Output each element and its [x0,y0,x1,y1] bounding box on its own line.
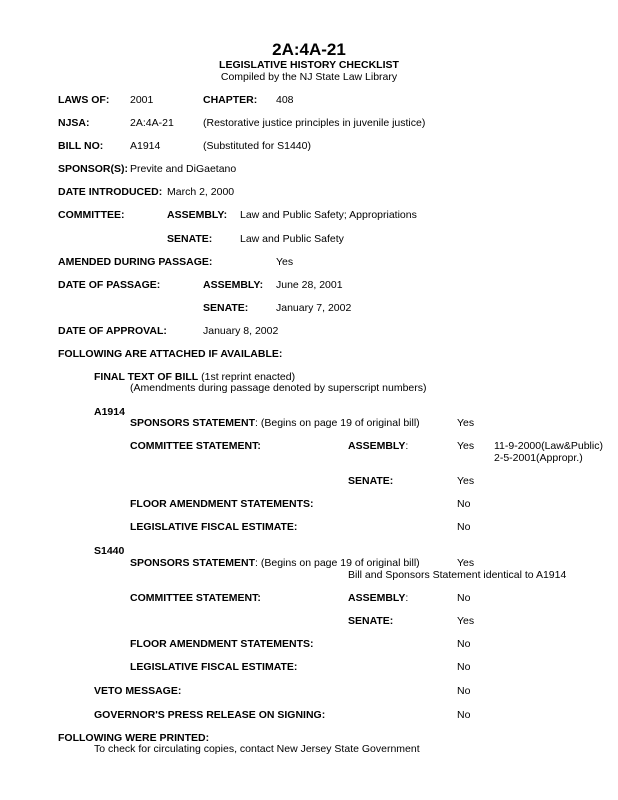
s1440-sponsors-label: SPONSORS STATEMENT [130,557,256,569]
s1440-committee-label: COMMITTEE STATEMENT: [130,592,261,604]
committee-label: COMMITTEE: [58,209,125,221]
a1914-floor-value: No [457,498,471,510]
njsa-value: 2A:4A-21 [130,117,174,129]
s1440-assembly-value: No [457,592,471,604]
passage-senate-label: SENATE: [203,302,249,314]
veto-label: VETO MESSAGE: [94,685,182,697]
a1914-assembly [348,440,408,453]
final-text-note: (1st reprint enacted) [201,371,296,383]
document-title: 2A:4A-21 [272,40,346,59]
committee-senate-label: SENATE: [167,233,213,245]
date-of-approval-value: January 8, 2002 [203,325,279,337]
a1914-sponsors-note: : (Begins on page 19 of original bill) [255,417,420,429]
a1914-senate-value: Yes [457,475,475,487]
a1914-sponsors-value: Yes [457,417,475,429]
final-text-amendments-note: (Amendments during passage denoted by superscript numbers) [130,382,427,394]
s1440-sponsors-note: : (Begins on page 19 of original bill) [255,557,420,569]
press-release-value: No [457,709,471,721]
a1914-sponsors-statement [130,417,420,430]
bill-substituted: (Substituted for S1440) [203,140,311,152]
njsa-label: NJSA: [58,117,90,129]
s1440-assembly-colon: : [405,592,409,604]
s1440-sponsors-value: Yes [457,557,475,569]
s1440-floor-label: FLOOR AMENDMENT STATEMENTS: [130,638,314,650]
sponsors-value: Previte and DiGaetano [130,163,237,175]
a1914-assembly-value: Yes [457,440,475,452]
a1914-bill-label: A1914 [94,406,125,418]
a1914-floor-label: FLOOR AMENDMENT STATEMENTS: [130,498,314,510]
a1914-fiscal-value: No [457,521,471,533]
committee-assembly-value: Law and Public Safety; Appropriations [240,209,417,221]
a1914-senate-label: SENATE: [348,475,394,487]
bill-no-label: BILL NO: [58,140,104,152]
date-introduced-label: DATE INTRODUCED: [58,186,163,198]
chapter-value: 408 [276,94,294,106]
chapter-label: CHAPTER: [203,94,258,106]
document-subtitle: LEGISLATIVE HISTORY CHECKLIST [219,59,399,71]
a1914-assembly-colon: : [405,440,409,452]
s1440-fiscal-value: No [457,661,471,673]
bill-no-value: A1914 [130,140,161,152]
date-of-passage-label: DATE OF PASSAGE: [58,279,161,291]
compiled-by: Compiled by the NJ State Law Library [220,71,398,83]
laws-of-value: 2001 [130,94,154,106]
a1914-fiscal-label: LEGISLATIVE FISCAL ESTIMATE: [130,521,298,533]
s1440-floor-value: No [457,638,471,650]
veto-value: No [457,685,471,697]
a1914-sponsors-label: SPONSORS STATEMENT [130,417,256,429]
following-printed-note: To check for circulating copies, contact New Jersey State Government [94,743,420,755]
passage-senate-value: January 7, 2002 [276,302,352,314]
date-introduced-value: March 2, 2000 [167,186,235,198]
following-attached-heading: FOLLOWING ARE ATTACHED IF AVAILABLE: [58,348,283,360]
a1914-committee-label: COMMITTEE STATEMENT: [130,440,261,452]
a1914-assembly-date2: 2-5-2001(Appropr.) [494,452,583,464]
passage-assembly-label: ASSEMBLY: [203,279,264,291]
press-release-label: GOVERNOR'S PRESS RELEASE ON SIGNING: [94,709,326,721]
sponsors-label: SPONSOR(S): [58,163,129,175]
a1914-assembly-label: ASSEMBLY [348,440,406,452]
s1440-assembly-label: ASSEMBLY [348,592,406,604]
njsa-description: (Restorative justice principles in juvenile justice) [203,117,426,129]
amended-value: Yes [276,256,294,268]
laws-of-label: LAWS OF: [58,94,110,106]
s1440-sponsors-statement [130,557,420,570]
final-text-label: FINAL TEXT OF BILL [94,371,199,383]
passage-assembly-value: June 28, 2001 [276,279,343,291]
amended-label: AMENDED DURING PASSAGE: [58,256,213,268]
a1914-assembly-date1: 11-9-2000(Law&Public) [494,440,603,452]
date-of-approval-label: DATE OF APPROVAL: [58,325,167,337]
committee-assembly-label: ASSEMBLY: [167,209,228,221]
s1440-senate-label: SENATE: [348,615,394,627]
s1440-senate-value: Yes [457,615,475,627]
s1440-fiscal-label: LEGISLATIVE FISCAL ESTIMATE: [130,661,298,673]
s1440-assembly [348,592,408,605]
following-printed-heading: FOLLOWING WERE PRINTED: [58,732,210,744]
committee-senate-value: Law and Public Safety [240,233,344,245]
s1440-bill-label: S1440 [94,545,125,557]
s1440-identical-note: Bill and Sponsors Statement identical to A1914 [348,569,567,581]
